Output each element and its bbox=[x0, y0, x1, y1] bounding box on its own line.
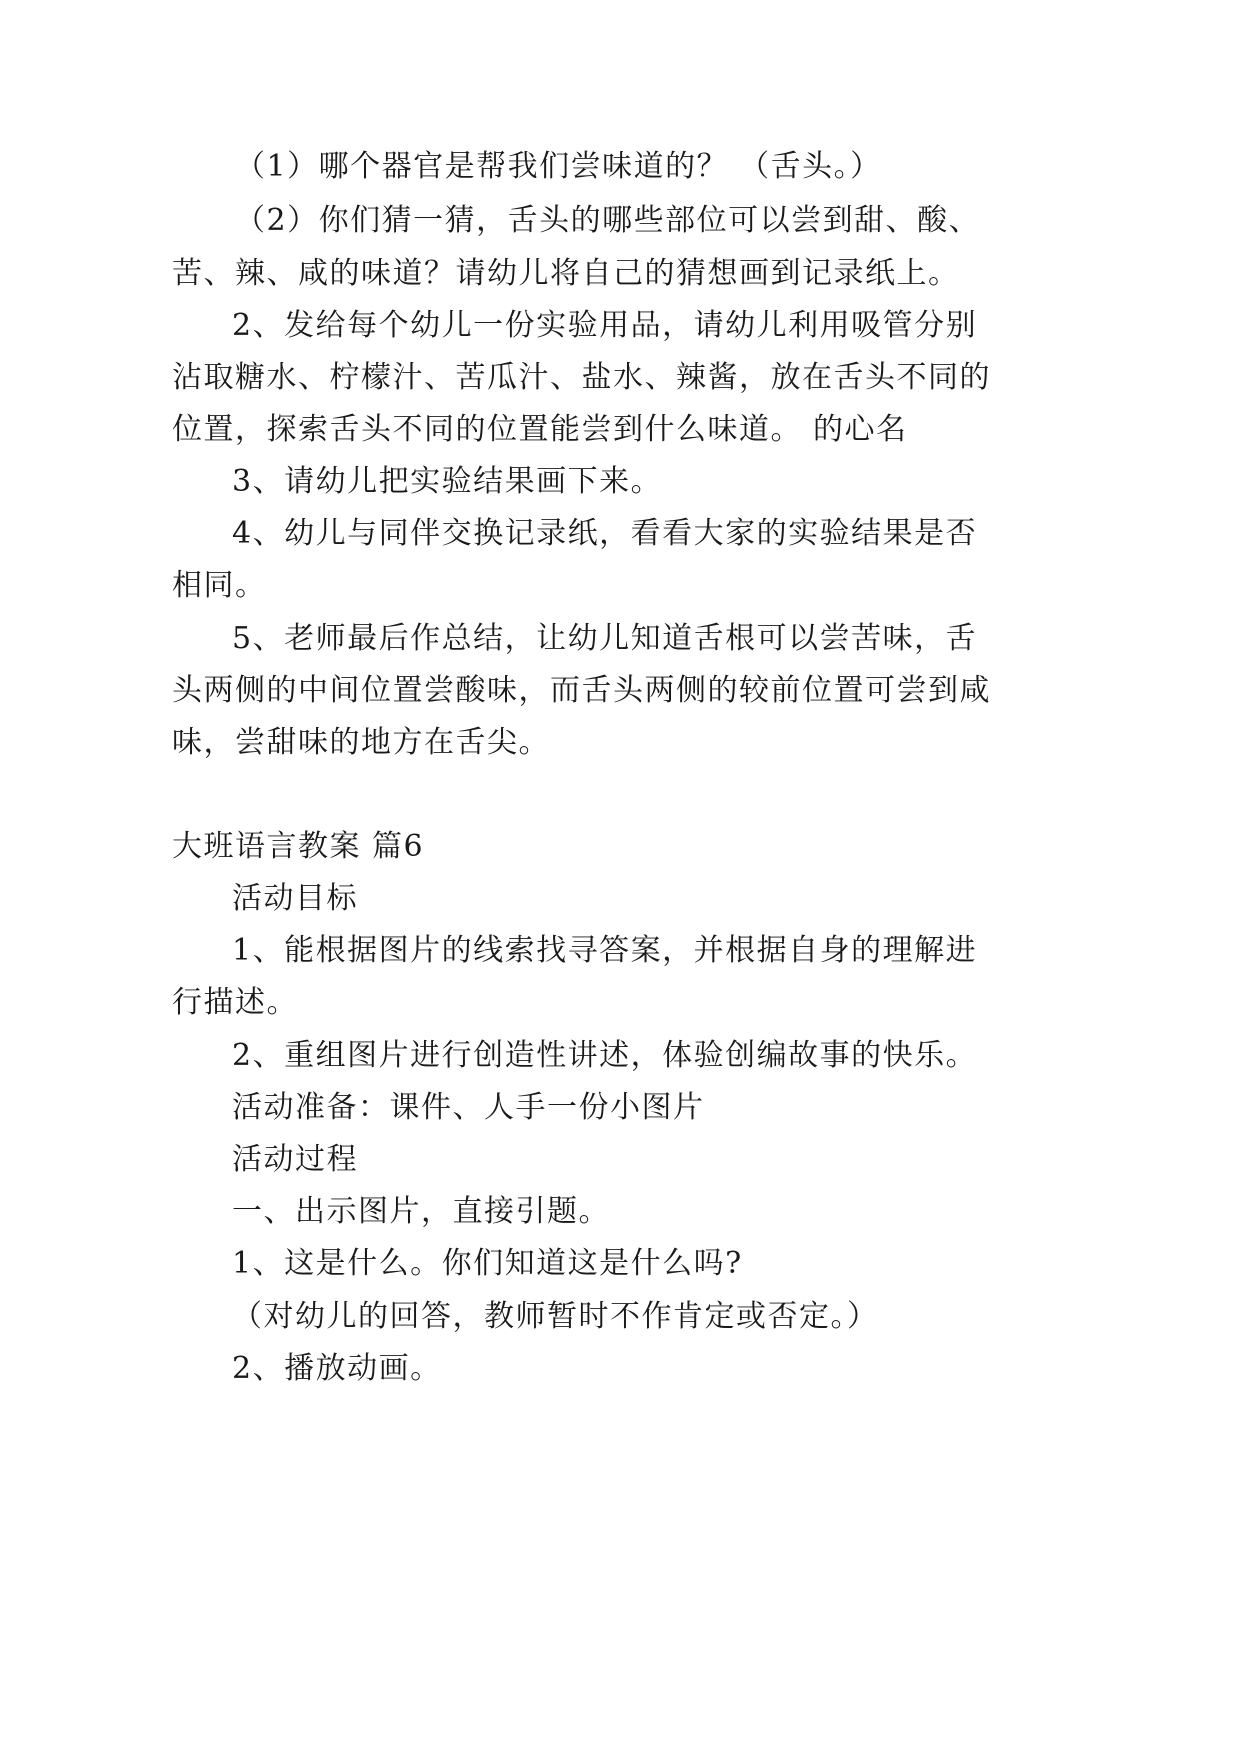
text-line: 活动准备：课件、人手一份小图片 bbox=[232, 1090, 705, 1125]
text-line: 苦、辣、咸的味道？请幼儿将自己的猜想画到记录纸上。 bbox=[172, 256, 960, 291]
text-line: 位置，探索舌头不同的位置能尝到什么味道。 的心名 bbox=[172, 412, 908, 447]
text-line: 沾取糖水、柠檬汁、苦瓜汁、盐水、辣酱，放在舌头不同的 bbox=[172, 360, 991, 395]
text-line: 一、出示图片，直接引题。 bbox=[232, 1194, 610, 1229]
text-line: （对幼儿的回答，教师暂时不作肯定或否定。） bbox=[232, 1299, 879, 1334]
text-line: 活动过程 bbox=[232, 1142, 358, 1177]
text-line: 2、发给每个幼儿一份实验用品，请幼儿利用吸管分别 bbox=[232, 308, 978, 343]
text-line: 2、重组图片进行创造性讲述，体验创编故事的快乐。 bbox=[232, 1038, 978, 1073]
section-heading: 大班语言教案 篇6 bbox=[172, 829, 425, 864]
text-line: 相同。 bbox=[172, 568, 267, 603]
text-line: 1、能根据图片的线索找寻答案，并根据自身的理解进 bbox=[232, 933, 978, 968]
text-line: 5、老师最后作总结，让幼儿知道舌根可以尝苦味，舌 bbox=[232, 621, 978, 656]
text-line: （1）哪个器官是帮我们尝味道的？ （舌头。） bbox=[235, 149, 882, 184]
text-line: 头两侧的中间位置尝酸味，而舌头两侧的较前位置可尝到咸 bbox=[172, 673, 991, 708]
text-line: 1、这是什么。你们知道这是什么吗? bbox=[232, 1246, 743, 1281]
text-line: 3、请幼儿把实验结果画下来。 bbox=[232, 464, 663, 499]
text-line: （2）你们猜一猜，舌头的哪些部位可以尝到甜、酸、 bbox=[235, 203, 981, 238]
text-line: 活动目标 bbox=[232, 881, 358, 916]
text-line: 行描述。 bbox=[172, 985, 298, 1020]
text-line: 味，尝甜味的地方在舌尖。 bbox=[172, 725, 550, 760]
text-line: 2、播放动画。 bbox=[232, 1351, 442, 1386]
text-line: 4、幼儿与同伴交换记录纸，看看大家的实验结果是否 bbox=[232, 516, 978, 551]
